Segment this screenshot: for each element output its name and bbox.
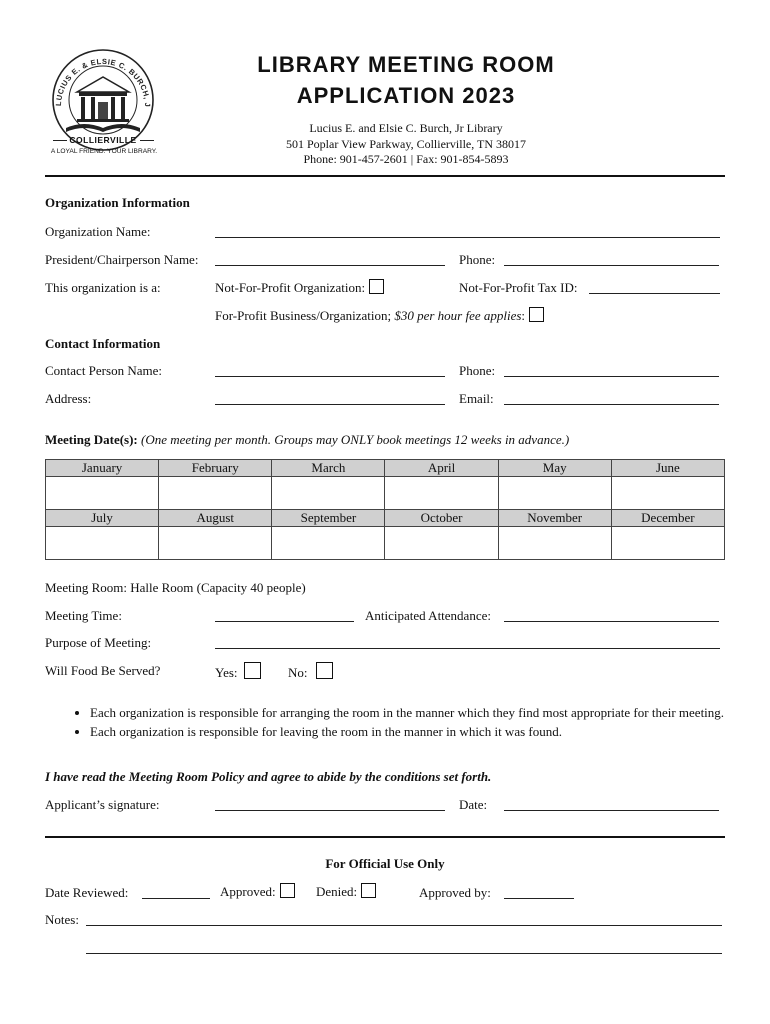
approved-by-label: Approved by: xyxy=(419,885,491,900)
notes-field-line-1[interactable] xyxy=(86,913,722,926)
title-line-1: LIBRARY MEETING ROOM xyxy=(257,52,555,77)
forprofit-checkbox[interactable] xyxy=(529,307,544,322)
tax-id-field[interactable] xyxy=(589,281,720,294)
email-label: Email: xyxy=(459,391,494,406)
signature-date-label: Date: xyxy=(459,797,488,812)
meeting-dates-note: (One meeting per month. Groups may ONLY book meetings 12 weeks in advance.) xyxy=(141,432,570,447)
attendance-label: Anticipated Attendance: xyxy=(365,608,491,623)
signature-field[interactable] xyxy=(215,798,445,811)
president-field[interactable] xyxy=(215,253,445,266)
signature-label: Applicant’s signature: xyxy=(45,797,160,812)
contact-phone-field[interactable] xyxy=(504,364,719,377)
meeting-time-field[interactable] xyxy=(215,609,354,622)
date-cell-april[interactable] xyxy=(385,477,498,510)
agreement-statement: I have read the Meeting Room Policy and agree to abide by the conditions set forth. xyxy=(45,769,492,784)
official-divider xyxy=(45,836,725,838)
address-line-3: Phone: 901-457-2601 | Fax: 901-854-5893 xyxy=(303,152,509,166)
months-header-row-1 xyxy=(46,460,725,477)
date-cell-august[interactable] xyxy=(159,527,272,560)
rules-list xyxy=(62,704,750,742)
food-no-option: No: xyxy=(288,662,333,681)
forprofit-option: For-Profit Business/Organization; $30 per hour fee applies: xyxy=(215,307,544,324)
month-november: November xyxy=(498,510,611,527)
date-cell-september[interactable] xyxy=(272,527,385,560)
food-no-checkbox[interactable] xyxy=(316,662,333,679)
logo-tagline: A LOYAL FRIEND. YOUR LIBRARY. xyxy=(50,148,158,155)
month-june: June xyxy=(611,460,724,477)
meeting-dates-heading: Meeting Date(s): (One meeting per month. Groups may ONLY book meetings 12 weeks in advance.) xyxy=(45,432,570,447)
address-field[interactable] xyxy=(215,392,445,405)
notes-field-line-2[interactable] xyxy=(86,941,722,954)
nonprofit-label: Not-For-Profit Organization: xyxy=(215,280,366,295)
logo-banner: COLLIERVILLE xyxy=(44,135,162,145)
dates-entry-row-2 xyxy=(46,527,725,560)
date-cell-december[interactable] xyxy=(611,527,724,560)
rule-item: • Each organization is responsible for arranging the room in the manner which they find most appropriate for their meeting. xyxy=(90,704,750,722)
contact-person-field[interactable] xyxy=(215,364,445,377)
org-phone-field[interactable] xyxy=(504,253,719,266)
date-cell-march[interactable] xyxy=(272,477,385,510)
date-reviewed-label: Date Reviewed: xyxy=(45,885,129,900)
month-may: May xyxy=(498,460,611,477)
meeting-time-label: Meeting Time: xyxy=(45,608,122,623)
dates-entry-row-1 xyxy=(46,477,725,510)
forprofit-label: For-Profit Business/Organization; xyxy=(215,308,392,323)
president-label: President/Chairperson Name: xyxy=(45,252,199,267)
food-label: Will Food Be Served? xyxy=(45,663,161,678)
denied-option: Denied: xyxy=(316,883,376,900)
tax-id-label: Not-For-Profit Tax ID: xyxy=(459,280,578,295)
food-yes-option: Yes: xyxy=(215,662,261,681)
month-august: August xyxy=(159,510,272,527)
purpose-label: Purpose of Meeting: xyxy=(45,635,152,650)
month-february: February xyxy=(159,460,272,477)
header-divider xyxy=(45,175,725,177)
org-phone-label: Phone: xyxy=(459,252,496,267)
date-reviewed-field[interactable] xyxy=(142,886,210,899)
date-cell-may[interactable] xyxy=(498,477,611,510)
signature-date-field[interactable] xyxy=(504,798,719,811)
org-type-label: This organization is a: xyxy=(45,280,161,295)
official-heading: For Official Use Only xyxy=(325,856,445,871)
title-line-2: APPLICATION 2023 xyxy=(296,83,516,108)
date-cell-february[interactable] xyxy=(159,477,272,510)
date-cell-october[interactable] xyxy=(385,527,498,560)
rule-item: • Each organization is responsible for leaving the room in the manner in which it was found. xyxy=(90,723,750,741)
svg-text:LUCIUS E. & ELSIE C. BURCH, JR: LUCIUS E. & ELSIE C. BURCH, J xyxy=(53,56,153,108)
org-name-field[interactable] xyxy=(215,225,720,238)
page-title xyxy=(196,49,616,111)
month-october: October xyxy=(385,510,498,527)
address-label: Address: xyxy=(45,391,92,406)
month-april: April xyxy=(385,460,498,477)
approved-checkbox[interactable] xyxy=(280,883,295,898)
library-address xyxy=(196,121,616,168)
denied-checkbox[interactable] xyxy=(361,883,376,898)
date-cell-july[interactable] xyxy=(46,527,159,560)
purpose-field[interactable] xyxy=(215,636,720,649)
date-cell-june[interactable] xyxy=(611,477,724,510)
address-line-2: 501 Poplar View Parkway, Collierville, TN 38017 xyxy=(285,136,527,151)
contact-person-label: Contact Person Name: xyxy=(45,363,162,378)
meeting-room: Meeting Room: Halle Room (Capacity 40 people) xyxy=(45,580,306,595)
month-september: September xyxy=(272,510,385,527)
contact-phone-label: Phone: xyxy=(459,363,496,378)
months-header-row-2 xyxy=(46,510,725,527)
month-july: July xyxy=(46,510,159,527)
org-heading: Organization Information xyxy=(45,195,190,210)
forprofit-fee: $30 per hour fee applies xyxy=(394,308,522,323)
food-yes-checkbox[interactable] xyxy=(244,662,261,679)
nonprofit-option xyxy=(215,279,384,296)
notes-label: Notes: xyxy=(45,912,79,927)
date-cell-november[interactable] xyxy=(498,527,611,560)
month-march: March xyxy=(272,460,385,477)
month-january: January xyxy=(46,460,159,477)
approved-option: Approved: xyxy=(220,883,295,900)
address-line-1: Lucius E. and Elsie C. Burch, Jr Library xyxy=(309,121,503,135)
month-december: December xyxy=(611,510,724,527)
date-cell-january[interactable] xyxy=(46,477,159,510)
email-field[interactable] xyxy=(504,392,719,405)
approved-by-field[interactable] xyxy=(504,886,574,899)
nonprofit-checkbox[interactable] xyxy=(369,279,384,294)
meeting-dates-table xyxy=(45,459,725,560)
library-logo xyxy=(44,44,162,160)
contact-heading: Contact Information xyxy=(45,336,161,351)
attendance-field[interactable] xyxy=(504,609,719,622)
org-name-label: Organization Name: xyxy=(45,224,151,239)
